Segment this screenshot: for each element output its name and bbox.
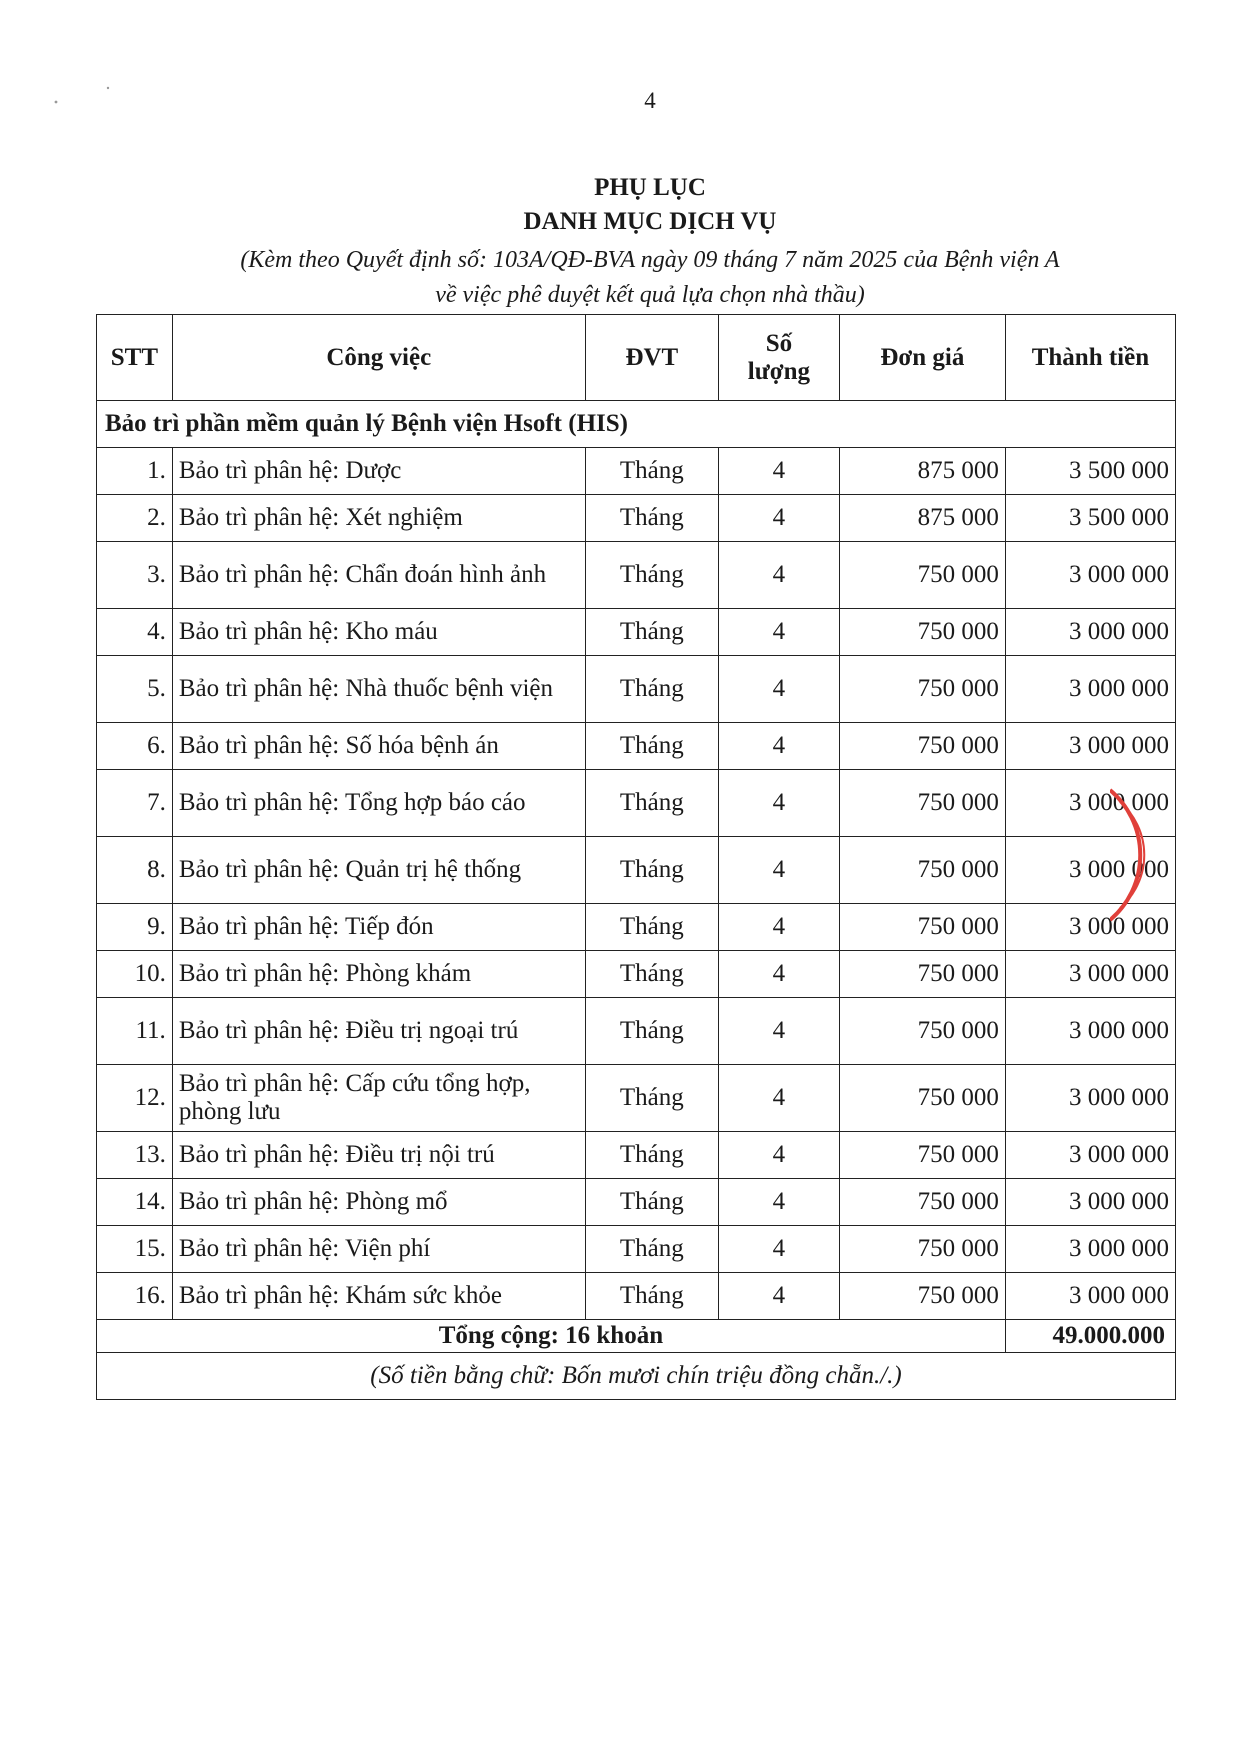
row-quantity: 4 xyxy=(718,837,839,904)
decision-reference-line-2: về việc phê duyệt kết quả lựa chọn nhà thầu) xyxy=(435,282,865,308)
table-row xyxy=(97,656,1176,723)
row-unit: Tháng xyxy=(585,770,718,837)
row-unit-price: 875 000 xyxy=(839,448,1005,495)
row-total: 3 000 000 xyxy=(1005,1065,1175,1132)
row-work: Bảo trì phân hệ: Số hóa bệnh án xyxy=(172,723,585,770)
row-unit-price: 750 000 xyxy=(839,1273,1005,1320)
row-unit-price: 750 000 xyxy=(839,770,1005,837)
row-total: 3 000 000 xyxy=(1005,656,1175,723)
row-stt: 4. xyxy=(97,609,173,656)
row-unit-price: 750 000 xyxy=(839,1179,1005,1226)
row-stt: 9. xyxy=(97,904,173,951)
row-unit: Tháng xyxy=(585,495,718,542)
row-unit-price: 750 000 xyxy=(839,904,1005,951)
row-unit-price: 750 000 xyxy=(839,609,1005,656)
row-work: Bảo trì phân hệ: Chẩn đoán hình ảnh xyxy=(172,542,585,609)
table-row xyxy=(97,1226,1176,1273)
table-row xyxy=(97,770,1176,837)
row-total: 3 000 000 xyxy=(1005,1132,1175,1179)
row-stt: 3. xyxy=(97,542,173,609)
table-row xyxy=(97,1132,1176,1179)
row-unit: Tháng xyxy=(585,656,718,723)
row-total: 3 500 000 xyxy=(1005,448,1175,495)
row-total: 3 000 000 xyxy=(1005,998,1175,1065)
row-total: 3 000 000 xyxy=(1005,837,1175,904)
row-work: Bảo trì phân hệ: Điều trị ngoại trú xyxy=(172,998,585,1065)
header-unit: ĐVT xyxy=(585,315,718,401)
header-quantity xyxy=(718,315,839,401)
row-total: 3 000 000 xyxy=(1005,542,1175,609)
row-stt: 5. xyxy=(97,656,173,723)
decision-reference-line-1: (Kèm theo Quyết định số: 103A/QĐ-BVA ngày 09 tháng 7 năm 2025 của Bệnh viện A xyxy=(240,247,1060,273)
row-work: Bảo trì phân hệ: Nhà thuốc bệnh viện xyxy=(172,656,585,723)
stamp-ring xyxy=(1110,790,1140,920)
appendix-title: PHỤ LỤC xyxy=(594,174,706,201)
header-stt: STT xyxy=(97,315,173,401)
table-row xyxy=(97,609,1176,656)
table-row xyxy=(97,837,1176,904)
group-title: Bảo trì phần mềm quản lý Bệnh viện Hsoft (HIS) xyxy=(97,401,1176,448)
row-unit-price: 750 000 xyxy=(839,837,1005,904)
amount-in-words-row xyxy=(97,1353,1176,1400)
row-work: Bảo trì phân hệ: Quản trị hệ thống xyxy=(172,837,585,904)
header-quantity-line-2: lượng xyxy=(747,357,810,385)
header-unit-price: Đơn giá xyxy=(839,315,1005,401)
row-stt: 12. xyxy=(97,1065,173,1132)
table-row xyxy=(97,542,1176,609)
row-quantity: 4 xyxy=(718,656,839,723)
table-header-row xyxy=(97,315,1176,401)
row-stt: 2. xyxy=(97,495,173,542)
row-stt: 8. xyxy=(97,837,173,904)
row-quantity: 4 xyxy=(718,448,839,495)
row-total: 3 000 000 xyxy=(1005,1226,1175,1273)
row-total: 3 000 000 xyxy=(1005,609,1175,656)
row-unit: Tháng xyxy=(585,448,718,495)
row-unit-price: 875 000 xyxy=(839,495,1005,542)
row-stt: 15. xyxy=(97,1226,173,1273)
row-unit: Tháng xyxy=(585,723,718,770)
row-stt: 13. xyxy=(97,1132,173,1179)
row-unit: Tháng xyxy=(585,542,718,609)
row-quantity: 4 xyxy=(718,1273,839,1320)
row-unit-price: 750 000 xyxy=(839,951,1005,998)
row-unit: Tháng xyxy=(585,998,718,1065)
table-row xyxy=(97,1065,1176,1132)
row-unit-price: 750 000 xyxy=(839,723,1005,770)
table-row xyxy=(97,904,1176,951)
row-unit-price: 750 000 xyxy=(839,542,1005,609)
row-quantity: 4 xyxy=(718,770,839,837)
row-total: 3 000 000 xyxy=(1005,1273,1175,1320)
row-unit: Tháng xyxy=(585,609,718,656)
table-row xyxy=(97,495,1176,542)
row-unit: Tháng xyxy=(585,951,718,998)
row-work: Bảo trì phân hệ: Điều trị nội trú xyxy=(172,1132,585,1179)
row-stt: 10. xyxy=(97,951,173,998)
row-work: Bảo trì phân hệ: Viện phí xyxy=(172,1226,585,1273)
row-unit-price: 750 000 xyxy=(839,1065,1005,1132)
row-quantity: 4 xyxy=(718,904,839,951)
row-work: Bảo trì phân hệ: Tiếp đón xyxy=(172,904,585,951)
row-quantity: 4 xyxy=(718,1132,839,1179)
sum-value: 49.000.000 xyxy=(1005,1320,1175,1353)
row-quantity: 4 xyxy=(718,609,839,656)
row-work: Bảo trì phân hệ: Phòng khám xyxy=(172,951,585,998)
row-unit-price: 750 000 xyxy=(839,1226,1005,1273)
amount-in-words: (Số tiền bằng chữ: Bốn mươi chín triệu đồng chẵn./.) xyxy=(97,1353,1176,1400)
row-stt: 7. xyxy=(97,770,173,837)
service-table xyxy=(96,314,1176,1400)
row-stt: 14. xyxy=(97,1179,173,1226)
sum-row xyxy=(97,1320,1176,1353)
row-work: Bảo trì phân hệ: Xét nghiệm xyxy=(172,495,585,542)
header-work: Công việc xyxy=(172,315,585,401)
row-unit: Tháng xyxy=(585,1179,718,1226)
table-row xyxy=(97,951,1176,998)
row-unit-price: 750 000 xyxy=(839,656,1005,723)
table-row xyxy=(97,448,1176,495)
table-row xyxy=(97,1273,1176,1320)
row-unit: Tháng xyxy=(585,1132,718,1179)
row-work: Bảo trì phân hệ: Phòng mổ xyxy=(172,1179,585,1226)
red-stamp-partial xyxy=(1110,770,1220,930)
row-work: Bảo trì phân hệ: Khám sức khỏe xyxy=(172,1273,585,1320)
row-unit: Tháng xyxy=(585,904,718,951)
row-quantity: 4 xyxy=(718,998,839,1065)
row-stt: 1. xyxy=(97,448,173,495)
group-row xyxy=(97,401,1176,448)
row-total: 3 000 000 xyxy=(1005,723,1175,770)
row-unit: Tháng xyxy=(585,837,718,904)
row-total: 3 000 000 xyxy=(1005,904,1175,951)
scan-margin-marks xyxy=(50,80,130,110)
header-total: Thành tiền xyxy=(1005,315,1175,401)
row-work: Bảo trì phân hệ: Tổng hợp báo cáo xyxy=(172,770,585,837)
row-unit-price: 750 000 xyxy=(839,1132,1005,1179)
row-quantity: 4 xyxy=(718,1226,839,1273)
row-quantity: 4 xyxy=(718,951,839,998)
row-total: 3 000 000 xyxy=(1005,770,1175,837)
row-quantity: 4 xyxy=(718,1179,839,1226)
page-number: 4 xyxy=(644,88,656,113)
row-quantity: 4 xyxy=(718,1065,839,1132)
row-work: Bảo trì phân hệ: Kho máu xyxy=(172,609,585,656)
row-unit: Tháng xyxy=(585,1273,718,1320)
table-row xyxy=(97,723,1176,770)
row-stt: 6. xyxy=(97,723,173,770)
row-quantity: 4 xyxy=(718,542,839,609)
row-work: Bảo trì phân hệ: Cấp cứu tổng hợp, phòng lưu xyxy=(172,1065,585,1132)
row-quantity: 4 xyxy=(718,723,839,770)
row-unit-price: 750 000 xyxy=(839,998,1005,1065)
row-unit: Tháng xyxy=(585,1226,718,1273)
service-list-title: DANH MỤC DỊCH VỤ xyxy=(523,208,777,235)
row-quantity: 4 xyxy=(718,495,839,542)
row-unit: Tháng xyxy=(585,1065,718,1132)
row-total: 3 000 000 xyxy=(1005,951,1175,998)
row-stt: 11. xyxy=(97,998,173,1065)
row-total: 3 500 000 xyxy=(1005,495,1175,542)
row-work: Bảo trì phân hệ: Dược xyxy=(172,448,585,495)
row-total: 3 000 000 xyxy=(1005,1179,1175,1226)
header-quantity-line-1: Số xyxy=(765,329,793,357)
sum-label: Tổng cộng: 16 khoản xyxy=(97,1320,1006,1353)
row-stt: 16. xyxy=(97,1273,173,1320)
table-row xyxy=(97,998,1176,1065)
table-row xyxy=(97,1179,1176,1226)
